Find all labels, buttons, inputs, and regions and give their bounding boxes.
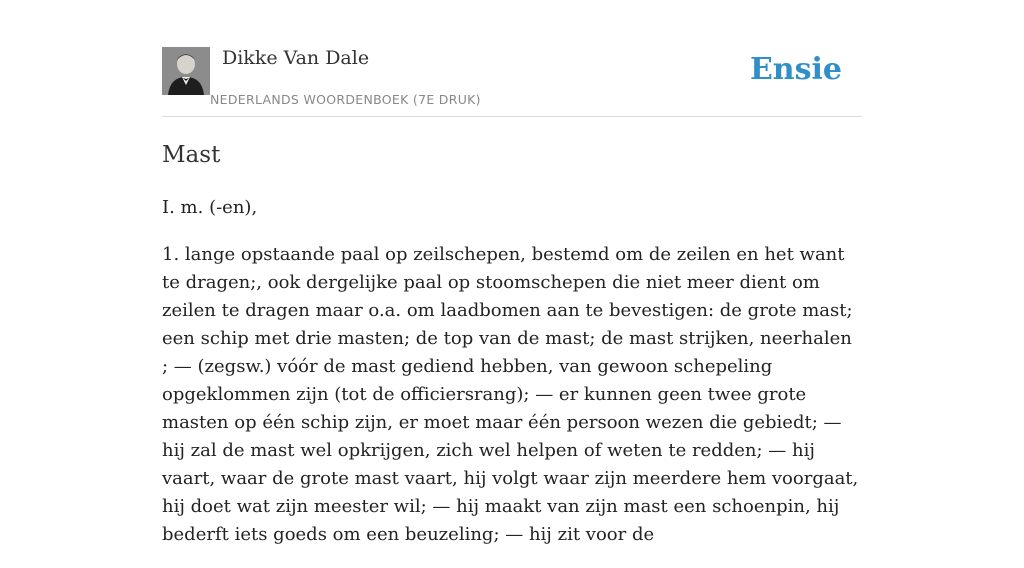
entry-title: Mast <box>162 142 221 168</box>
author-name[interactable]: Dikke Van Dale <box>222 47 370 69</box>
dictionary-source[interactable]: NEDERLANDS WOORDENBOEK (7E DRUK) <box>210 92 481 107</box>
header <box>162 46 862 117</box>
author-avatar[interactable] <box>162 47 210 95</box>
entry-content <box>162 194 862 568</box>
brand-logo[interactable]: Ensie <box>749 52 842 87</box>
portrait-icon <box>162 47 210 95</box>
entry-definition: 1. lange opstaande paal op zeilschepen, bestemd om de zeilen en het want te dragen;, ook dergelijke paal op stoomschepen die niet meer dient om zeilen te dragen maar o.a. om laadbomen aan te bevestigen: de grote mast; een schip met drie masten; de top van de mast; de mast strijken, neerhalen ; — (zegsw.) vóór de mast gediend hebben, van gewoon schepeling opgeklommen zijn (tot de officiersrang); — er kunnen geen twee grote masten op één schip zijn, er moet maar één persoon wezen die gebiedt; — hij zal de mast wel opkrijgen, zich wel helpen of weten te redden; — hij vaart, waar de grote mast vaart, hij volgt waar zijn meerdere hem voorgaat, hij doet wat zijn meester wil; — hij maakt van zijn mast een schoenpin, hij bederft iets goeds om een beuzeling; — hij zit voor de <box>162 244 859 545</box>
entry-grammar: I. m. (-en), <box>162 197 258 218</box>
